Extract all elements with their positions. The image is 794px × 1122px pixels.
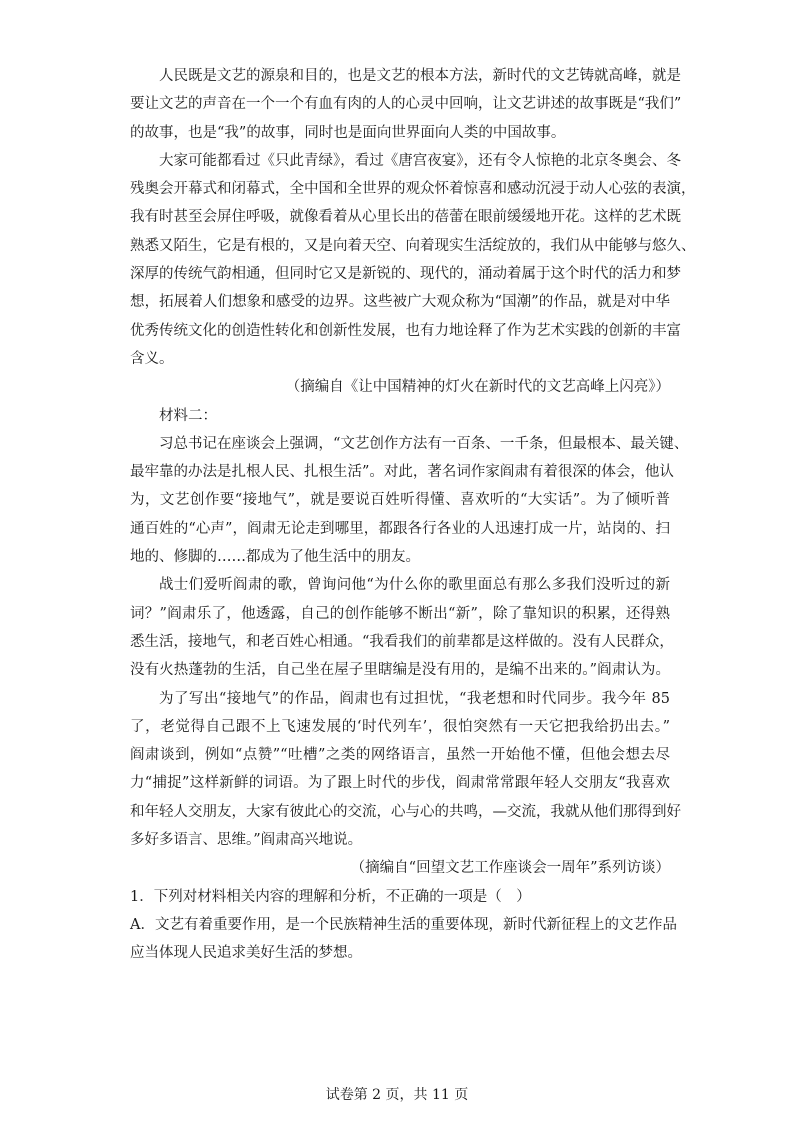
paragraph-4 [130, 571, 674, 684]
text-line: A．文艺有着重要作用，是一个民族精神生活的重要体现，新时代新征程上的文艺作品 [130, 916, 677, 933]
text-line: 力“捕捉”这样新鲜的词语。为了跟上时代的步伐，阎肃常常跟年轻人交朋友“我喜欢 [130, 775, 670, 792]
text-line: 悉生活，接地气，和老百姓心相通。“我看我们的前辈都是这样做的。没有人民群众， [130, 633, 674, 650]
text-line: 想，拓展着人们想象和感受的边界。这些被广大观众称为“国潮”的作品，就是对中华 [130, 294, 670, 311]
text-line: 残奥会开幕式和闭幕式，全中国和全世界的观众怀着惊喜和感动沉浸于动人心弦的表演， [130, 181, 696, 198]
source-citation-2: （摘编自“回望文艺工作座谈会一周年”系列访谈） [350, 860, 670, 877]
text-line: 最牢靠的办法是扎根人民、扎根生活”。对此，著名词作家阎肃有着很深的体会，他认 [130, 464, 674, 481]
text-line: 没有火热蓬勃的生活，自己坐在屋子里瞎编是没有用的，是编不出来的。”阎肃认为。 [130, 662, 670, 679]
text-line: 了，老觉得自己跟不上飞速发展的‘时代列车’，很怕突然有一天它把我给扔出去。” [130, 718, 670, 735]
text-line: 要让文艺的声音在一个一个有血有肉的人的心灵中回响，让文艺讲述的故事既是“我们” [130, 96, 682, 113]
text-line: 大家可能都看过《只此青绿》，看过《唐宫夜宴》，还有令人惊艳的北京冬奥会、冬 [159, 152, 681, 169]
material-2-heading: 材料二： [159, 407, 217, 424]
text-line: 应当体现人民追求美好生活的梦想。 [130, 945, 362, 962]
page-content [130, 62, 696, 968]
text-line: 的故事，也是“我”的故事，同时也是面向世界面向人类的中国故事。 [130, 124, 566, 141]
text-line: 战士们爱听阎肃的歌，曾询问他“为什么你的歌里面总有那么多我们没听过的新 [159, 577, 670, 594]
text-line: 人民既是文艺的源泉和目的，也是文艺的根本方法，新时代的文艺铸就高峰，就是 [159, 68, 681, 84]
text-line: 通百姓的“心声”，阎肃无论走到哪里，都跟各行各业的人迅速打成一片，站岗的、扫 [130, 520, 670, 537]
text-line: 词？”阎肃乐了，他透露，自己的创作能够不断出“新”，除了靠知识的积累，还得熟 [130, 605, 670, 622]
source-citation-1: （摘编自《让中国精神的灯火在新时代的文艺高峰上闪亮》） [285, 379, 670, 396]
text-line: 多好多语言、思维。”阎肃高兴地说。 [130, 832, 363, 849]
text-line: 我有时甚至会屏住呼吸，就像看着从心里长出的蓓蕾在眼前缓缓地开花。这样的艺术既 [130, 209, 681, 226]
page-footer: 试卷第 2 页，共 11 页 [325, 1087, 469, 1103]
paragraph-2 [130, 147, 696, 373]
option-a [130, 911, 677, 968]
paragraph-3 [130, 430, 689, 571]
text-line: 为了写出“接地气”的作品，阎肃也有过担忧，“我老想和时代同步。我今年 85 [159, 690, 670, 707]
text-line: 习总书记在座谈会上强调，“文艺创作方法有一百条、一千条，但最根本、最关键、 [159, 435, 689, 452]
text-line: 阎肃谈到，例如“点赞”“吐槽”之类的网络语言，虽然一开始他不懂，但他会想去尽 [130, 747, 670, 764]
text-line: 和年轻人交朋友，大家有彼此心的交流，心与心的共鸣，—交流，我就从他们那得到好 [130, 803, 681, 820]
question-1: 1．下列对材料相关内容的理解和分析，不正确的一项是（ ） [130, 888, 531, 905]
text-line: 为，文艺创作要“接地气”，就是要说百姓听得懂、喜欢听的“大实话”。为了倾听普 [130, 492, 670, 509]
paragraph-5 [130, 685, 681, 855]
text-line: 优秀传统文化的创造性转化和创新性发展，也有力地诠释了作为艺术实践的创新的丰富 [130, 322, 681, 339]
paragraph-1 [130, 62, 682, 147]
text-line: 地的、修脚的……都成为了他生活中的朋友。 [130, 549, 420, 566]
text-line: 含义。 [130, 350, 174, 367]
text-line: 熟悉又陌生，它是有根的，又是向着天空、向着现实生活绽放的，我们从中能够与悠久、 [130, 237, 696, 254]
text-line: 深厚的传统气韵相通，但同时它又是新锐的、现代的，涌动着属于这个时代的活力和梦 [130, 266, 681, 283]
